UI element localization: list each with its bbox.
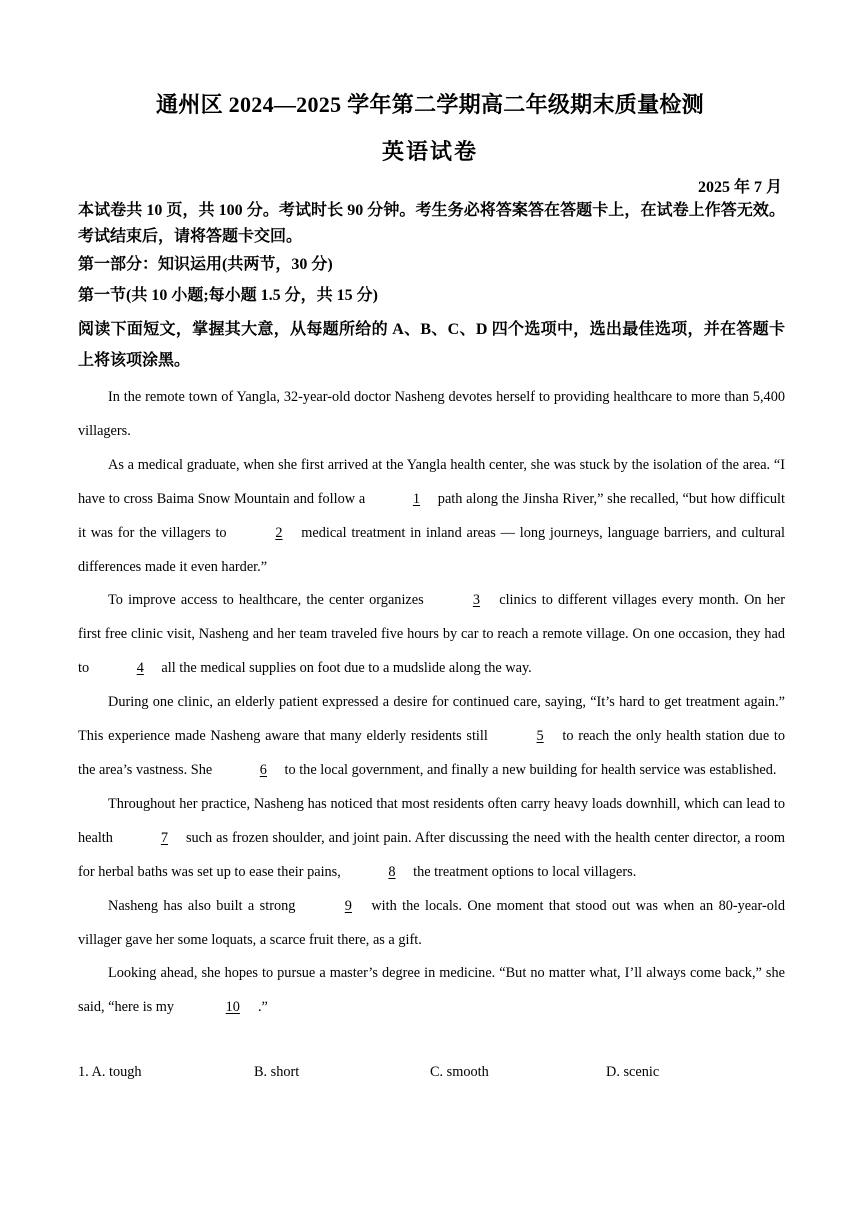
paragraph-text: to reach the only health station due to the area’s vastness. She — [78, 728, 785, 778]
exam-title: 通州区 2024—2025 学年第二学期高二年级期末质量检测 — [155, 92, 704, 117]
paragraph — [78, 686, 785, 788]
blank-5: 5 — [536, 728, 544, 745]
reading-directions: 阅读下面短文，掌握其大意，从每题所给的 A、B、C、D 四个选项中，选出最佳选项，并在答题卡上将该项涂黑。 — [78, 321, 785, 369]
blank-8: 8 — [388, 863, 396, 880]
paragraph-text: In the remote town of Yangla, 32-year-old doctor Nasheng devotes herself to providing healthcare to more than 5,400 villagers. — [78, 389, 785, 439]
blank-7: 7 — [160, 829, 169, 846]
paragraph-text: path along the Jinsha River,” she recalled, “but how difficult it was for the villagers to — [78, 490, 785, 541]
cloze-passage — [78, 381, 785, 1025]
blank-4: 4 — [136, 660, 144, 677]
option-a: 1. A. tough — [78, 1064, 142, 1080]
paragraph-text: Nasheng has also built a strong — [108, 897, 301, 914]
section-heading: 第一节(共 10 小题;每小题 1.5 分，共 15 分) — [78, 287, 378, 304]
exam-instructions: 本试卷共 10 页，共 100 分。考试时长 90 分钟。考生务必将答案答在答题卡上，在试卷上作答无效。考试结束后，请将答题卡交回。 — [78, 202, 785, 245]
paragraph-text: such as frozen shoulder, and joint pain. After discussing the need with the health center director, a room for herbal baths was set up to ease their pains, — [78, 829, 785, 880]
paragraph — [78, 449, 785, 585]
paragraph-text: medical treatment in inland areas — long journeys, language barriers, and cultural differences made it even harder.” — [78, 524, 785, 575]
exam-date: 2025 年 7 月 — [697, 179, 782, 196]
part-heading: 第一部分：知识运用(共两节，30 分) — [78, 256, 333, 273]
paragraph — [78, 381, 785, 449]
paragraph — [78, 957, 785, 1025]
paragraph — [78, 788, 785, 890]
paragraph — [78, 890, 785, 958]
paragraph-text: Looking ahead, she hopes to pursue a master’s degree in medicine. “But no matter what, I’ll always come back,” she said, “here is my — [78, 965, 785, 1016]
blank-6: 6 — [259, 761, 267, 778]
paragraph-text: the treatment options to local villagers. — [409, 863, 637, 880]
blank-2: 2 — [275, 524, 283, 541]
blank-9: 9 — [344, 897, 352, 914]
paragraph-text: all the medical supplies on foot due to a mudslide along the way. — [157, 660, 532, 677]
option-d: D. scenic — [606, 1064, 660, 1080]
option-b: B. short — [254, 1064, 300, 1080]
exam-subtitle: 英语试卷 — [381, 139, 478, 164]
blank-10: 10 — [225, 999, 240, 1016]
paragraph-text: Throughout her practice, Nasheng has noticed that most residents often carry heavy loads downhill, which can lead to health — [78, 795, 785, 846]
paragraph-text: .” — [257, 999, 268, 1016]
paragraph-text: To improve access to healthcare, the center organizes — [108, 592, 429, 609]
paragraph-text: During one clinic, an elderly patient expressed a desire for continued care, saying, “It’s hard to get treatment again.” This experience made Nasheng aware that many elderly residents still — [78, 694, 785, 745]
paragraph-text: As a medical graduate, when she first arrived at the Yangla health center, she was stuck by the isolation of the area. “I have to cross Baima Snow Mountain and follow a — [78, 456, 785, 507]
paragraph-text: with the locals. One moment that stood out was when an 80-year-old villager gave her some loquats, a scarce fruit there, as a gift. — [78, 897, 785, 948]
blank-1: 1 — [412, 490, 421, 507]
blank-3: 3 — [472, 592, 481, 609]
paragraph-text: clinics to different villages every month. On her first free clinic visit, Nasheng and her team traveled five hours by car to reach a remote village. On one occasion, they had to — [78, 592, 785, 677]
paragraph-text: to the local government, and finally a new building for health service was established. — [280, 761, 777, 778]
option-c: C. smooth — [430, 1064, 489, 1080]
paragraph — [78, 584, 785, 686]
